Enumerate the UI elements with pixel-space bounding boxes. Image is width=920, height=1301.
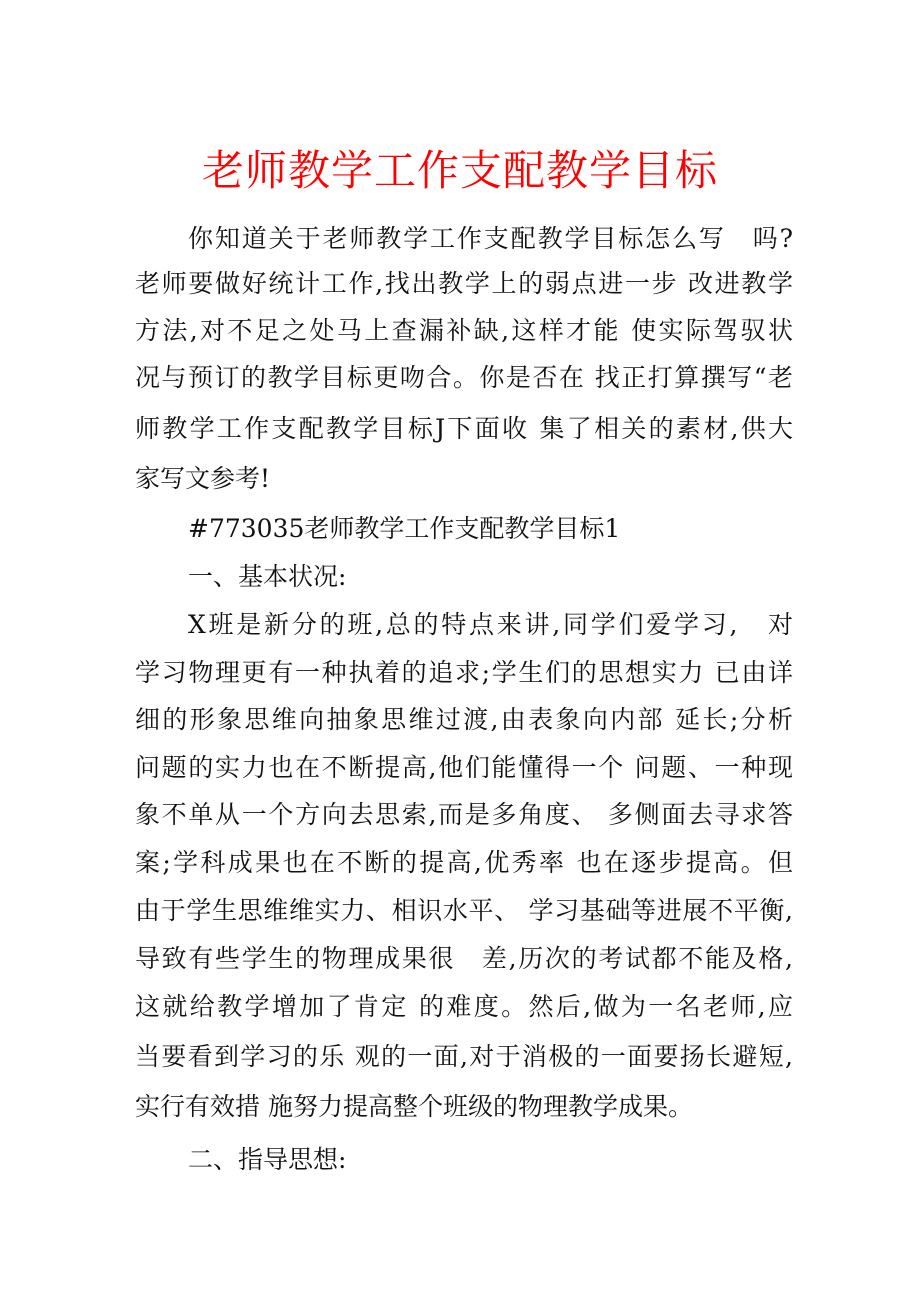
intro-line: 家写文参考!: [135, 464, 271, 493]
paragraph-line: 学习物理更有一种执着的追求;学生们的思想实力 已由详: [135, 658, 793, 687]
intro-line: 师教学工作支配教学目标J下面收 集了相关的素材,供大: [135, 414, 793, 443]
paragraph-line: 问题的实力也在不断提高,他们能懂得一个 问题、一种现: [135, 753, 793, 782]
heading-basic-situation: 一、基本状况:: [188, 562, 347, 591]
heading-guiding-ideology: 二、指导思想:: [188, 1145, 347, 1174]
paragraph-line: 象不单从一个方向去思索,而是多角度、 多侧面去寻求答: [135, 800, 793, 829]
intro-line: 你知道关于老师教学工作支配教学目标怎么写 吗?: [188, 224, 793, 253]
intro-line: 老师要做好统计工作,找出教学上的弱点进一步 改进教学: [135, 269, 793, 298]
intro-line: 方法,对不足之处马上查漏补缺,这样才能 使实际驾驭状: [135, 316, 793, 345]
document-title: 老师教学工作支配教学目标: [201, 146, 718, 195]
paragraph-line: 实行有效措 施努力提高整个班级的物理教学成果。: [135, 1092, 693, 1121]
paragraph-line: X班是新分的班,总的特点来讲,同学们爱学习, 对: [188, 610, 793, 639]
intro-line: 况与预订的教学目标更吻合。你是否在 找正打算撰写“老: [135, 363, 793, 392]
paragraph-line: 细的形象思维向抽象思维过渡,由表象向内部 延长;分析: [135, 705, 793, 734]
paragraph-line: 当要看到学习的乐 观的一面,对于消极的一面要扬长避短,: [135, 1042, 793, 1071]
paragraph-line: 由于学生思维维实力、相识水平、 学习基础等进展不平衡,: [135, 896, 793, 925]
paragraph-line: 导致有些学生的物理成果很 差,历次的考试都不能及格,: [135, 944, 793, 973]
section-title: #773035老师教学工作支配教学目标1: [188, 514, 621, 543]
paragraph-line: 案;学科成果也在不断的提高,优秀率 也在逐步提高。但: [135, 848, 793, 877]
paragraph-line: 这就给教学增加了肯定 的难度。然后,做为一名老师,应: [135, 992, 793, 1021]
